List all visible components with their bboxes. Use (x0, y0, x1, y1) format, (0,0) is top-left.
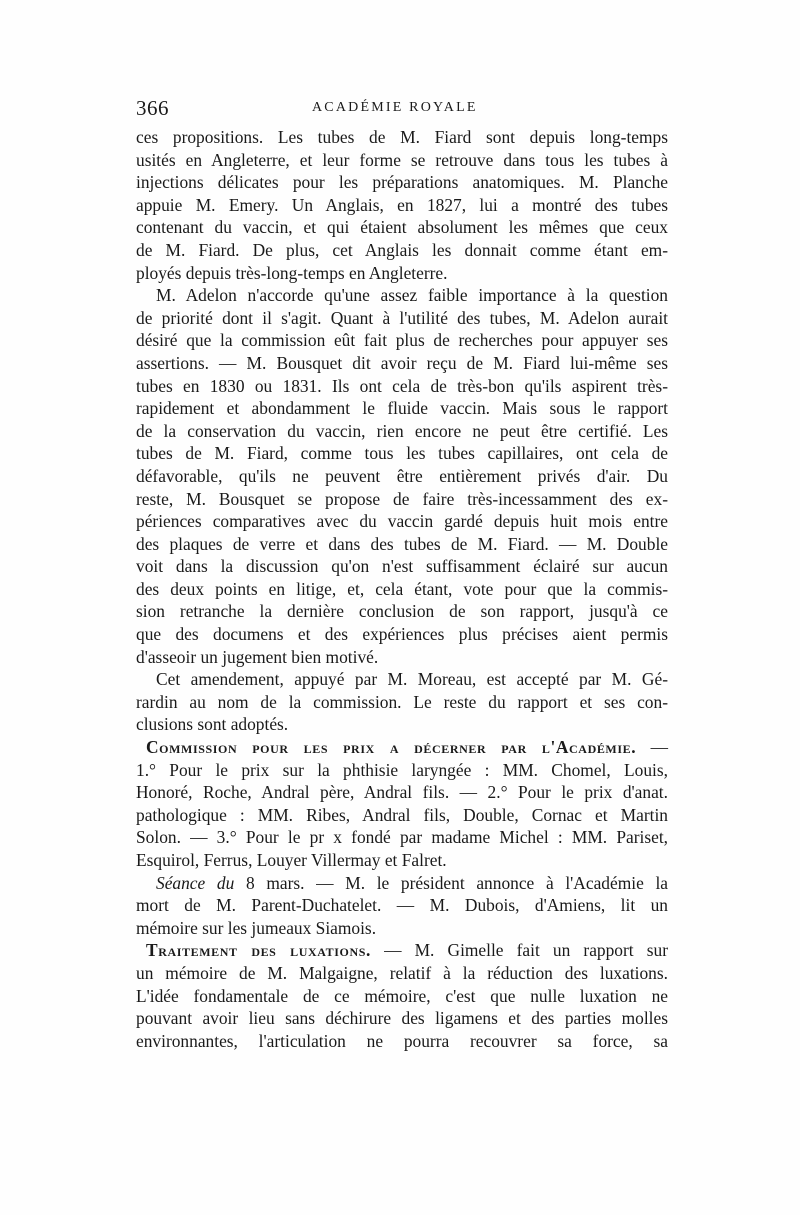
section-heading-traitement: Traitement des luxations. (146, 940, 371, 961)
text-line: tubes en 1830 ou 1831. Ils ont cela de très-bon qu'ils aspirent très- (136, 375, 668, 396)
text-line: voit dans la discussion qu'on n'est suffisamment éclairé sur aucun (136, 556, 668, 577)
text-line: de M. Fiard. De plus, cet Anglais les donnait comme étant em- (136, 239, 668, 260)
heading-dash: — (636, 737, 668, 758)
text-line: périences comparatives avec du vaccin gardé depuis huit mois entre (136, 511, 668, 532)
text-line: des plaques de verre et dans des tubes de M. Fiard. — M. Double (136, 533, 668, 554)
section-heading-line (136, 736, 668, 759)
text-line: Esquirol, Ferrus, Louyer Villermay et Falret. (136, 850, 447, 870)
text-line: appuie M. Emery. Un Anglais, en 1827, lui a montré des tubes (136, 194, 668, 215)
text-line: usités en Angleterre, et leur forme se retrouve dans tous les tubes à (136, 149, 668, 170)
text-line: contenant du vaccin, et qui étaient absolument les mêmes que ceux (136, 217, 668, 238)
text-line: Solon. — 3.° Pour le pr x fondé par madame Michel : MM. Pariset, (136, 827, 668, 848)
page-header (136, 96, 668, 120)
section-heading-commission: Commission pour les prix a décerner par l'Académie. (146, 737, 637, 758)
page-body-text (136, 126, 668, 1052)
text-line: un mémoire de M. Malgaigne, relatif à la réduction des luxations. (136, 962, 668, 983)
text-line: que des documens et des expériences plus précises aient permis (136, 624, 668, 645)
text-line: pouvant avoir lieu sans déchirure des ligamens et des parties molles (136, 1008, 668, 1029)
text-line: 1.° Pour le prix sur la phthisie laryngée : MM. Chomel, Louis, (136, 759, 668, 780)
text-line: sion retranche la dernière conclusion de son rapport, jusqu'à ce (136, 601, 668, 622)
heading-text: — M. Gimelle fait un rapport sur (370, 940, 668, 961)
text-line: environnantes, l'articulation ne pourra recouvrer sa force, sa (136, 1030, 668, 1051)
text-line: défavorable, qu'ils ne peuvent être entièrement privés d'air. Du (136, 465, 668, 486)
text-line: des deux points en litige, et, cela étant, vote pour que la commis- (136, 578, 668, 599)
text-line: ces propositions. Les tubes de M. Fiard sont depuis long-temps (136, 127, 668, 147)
running-head: ACADÉMIE ROYALE (312, 100, 478, 115)
text-line: de la conservation du vaccin, rien encore ne peut être certifié. Les (136, 420, 668, 441)
text-line: clusions sont adoptés. (136, 714, 289, 735)
text-line: mémoire sur les jumeaux Siamois. (136, 917, 377, 938)
text-line: Cet amendement, appuyé par M. Moreau, est accepté par M. Gé- (156, 669, 668, 690)
text-line: reste, M. Bousquet se propose de faire très-incessamment des ex- (136, 488, 668, 509)
seance-text: 8 mars. — M. le président annonce à l'Académie la (234, 872, 669, 893)
text-line: L'idée fondamentale de ce mémoire, c'est que nulle luxation ne (136, 985, 668, 1006)
text-line: de priorité dont il s'agit. Quant à l'utilité des tubes, M. Adelon aurait (136, 307, 668, 328)
page-number: 366 (136, 96, 169, 120)
text-line: désiré que la commission eût fait plus de recherches pour appuyer ses (136, 330, 668, 351)
text-line: M. Adelon n'accorde qu'une assez faible importance à la question (156, 285, 668, 306)
text-line: mort de M. Parent-Duchatelet. — M. Dubois, d'Amiens, lit un (136, 895, 668, 916)
text-line: pathologique : MM. Ribes, Andral fils, Double, Cornac et Martin (136, 804, 668, 825)
text-line: tubes de M. Fiard, comme tous les tubes capillaires, ont cela de (136, 443, 668, 464)
section-heading-line (136, 939, 668, 962)
text-line: Honoré, Roche, Andral père, Andral fils. — 2.° Pour le prix d'anat. (136, 782, 668, 803)
seance-line (136, 872, 668, 895)
text-line: assertions. — M. Bousquet dit avoir reçu de M. Fiard lui-même ses (136, 352, 668, 373)
text-line: rardin au nom de la commission. Le reste du rapport et ses con- (136, 691, 668, 712)
text-line: d'asseoir un jugement bien motivé. (136, 646, 379, 667)
text-line: ployés depuis très-long-temps en Angleterre. (136, 262, 448, 283)
seance-label: Séance du (156, 872, 235, 893)
text-line: rapidement et abondamment le fluide vaccin. Mais sous le rapport (136, 398, 668, 419)
text-line: injections délicates pour les préparations anatomiques. M. Planche (136, 172, 668, 193)
